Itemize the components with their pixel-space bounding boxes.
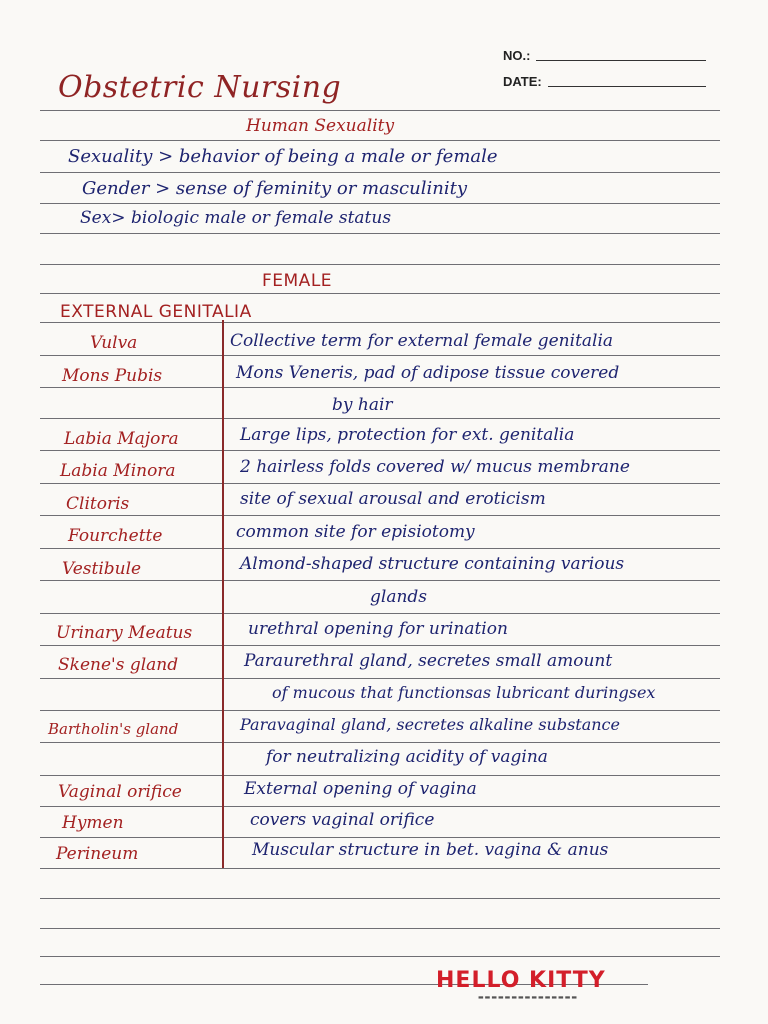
definition-text: 2 hairless folds covered w/ mucus membrane	[240, 457, 630, 477]
rule-line	[40, 293, 720, 294]
date-line	[548, 86, 706, 87]
term-label: Fourchette	[68, 526, 163, 546]
rule-line	[40, 868, 720, 869]
rule-line	[40, 956, 720, 957]
no-label: NO.:	[503, 48, 531, 63]
definition-text: common site for episiotomy	[236, 522, 475, 542]
rule-line	[40, 387, 720, 388]
rule-line	[40, 264, 720, 265]
subsection-heading: EXTERNAL GENITALIA	[60, 302, 252, 322]
rule-line	[40, 515, 720, 516]
definition-text: for neutralizing acidity of vagina	[266, 747, 548, 767]
rule-line	[40, 203, 720, 204]
term-label: Labia Majora	[64, 429, 179, 449]
hello-kitty-logo: HELLO KITTY	[436, 968, 606, 993]
definition-text: Muscular structure in bet. vagina & anus	[252, 840, 609, 860]
term-label: Skene's gland	[58, 655, 179, 675]
definition-text: of mucous that functionsas lubricant duringsex	[272, 683, 656, 702]
rule-line	[40, 172, 720, 173]
term-label: Vaginal orifice	[58, 782, 182, 802]
term-label: Vulva	[90, 333, 138, 353]
definition-text: by hair	[332, 395, 393, 415]
definition-text: site of sexual arousal and eroticism	[240, 489, 546, 509]
term-label: Bartholin's gland	[48, 720, 179, 738]
rule-line	[40, 742, 720, 743]
rule-line	[40, 645, 720, 646]
page-title: Obstetric Nursing	[58, 70, 342, 105]
rule-line	[40, 483, 720, 484]
definition-text: Mons Veneris, pad of adipose tissue covered	[236, 363, 620, 383]
note-line: Sex> biologic male or female status	[80, 208, 392, 228]
rule-line	[40, 580, 720, 581]
definition-text: Paravaginal gland, secretes alkaline substance	[240, 715, 620, 734]
rule-line	[40, 548, 720, 549]
date-label: DATE:	[503, 74, 542, 89]
definition-text: covers vaginal orifice	[250, 810, 435, 830]
no-line	[536, 60, 706, 61]
term-label: Vestibule	[62, 559, 142, 579]
logo-underline-decoration: ▬▬▬▬▬▬▬▬▬▬▬▬▬▬▬	[478, 994, 579, 1001]
rule-line	[40, 110, 720, 111]
term-label: Urinary Meatus	[56, 623, 193, 643]
definition-text: Large lips, protection for ext. genitalia	[240, 425, 575, 445]
rule-line	[40, 450, 720, 451]
rule-line	[40, 233, 720, 234]
definition-text: Collective term for external female genitalia	[230, 331, 614, 351]
rule-line	[40, 355, 720, 356]
rule-line	[40, 613, 720, 614]
term-label: Perineum	[56, 844, 139, 864]
table-divider	[222, 320, 224, 868]
rule-line	[40, 678, 720, 679]
definition-text: Almond-shaped structure containing various	[240, 554, 625, 574]
section-heading: Human Sexuality	[246, 116, 395, 136]
definition-text: urethral opening for urination	[248, 619, 508, 639]
rule-line	[40, 775, 720, 776]
section-heading: FEMALE	[262, 271, 333, 291]
term-label: Hymen	[62, 813, 124, 833]
rule-line	[40, 806, 720, 807]
rule-line	[40, 322, 720, 323]
note-line: Sexuality > behavior of being a male or female	[68, 146, 498, 167]
definition-text: External opening of vagina	[244, 779, 477, 799]
rule-line	[40, 140, 720, 141]
note-line: Gender > sense of feminity or masculinity	[82, 178, 467, 199]
rule-line	[40, 837, 720, 838]
term-label: Mons Pubis	[62, 366, 163, 386]
rule-line	[40, 710, 720, 711]
term-label: Clitoris	[66, 494, 130, 514]
rule-line	[40, 928, 720, 929]
definition-text: glands	[370, 587, 428, 607]
term-label: Labia Minora	[60, 461, 176, 481]
rule-line	[40, 898, 720, 899]
definition-text: Paraurethral gland, secretes small amount	[244, 651, 613, 671]
rule-line	[40, 418, 720, 419]
